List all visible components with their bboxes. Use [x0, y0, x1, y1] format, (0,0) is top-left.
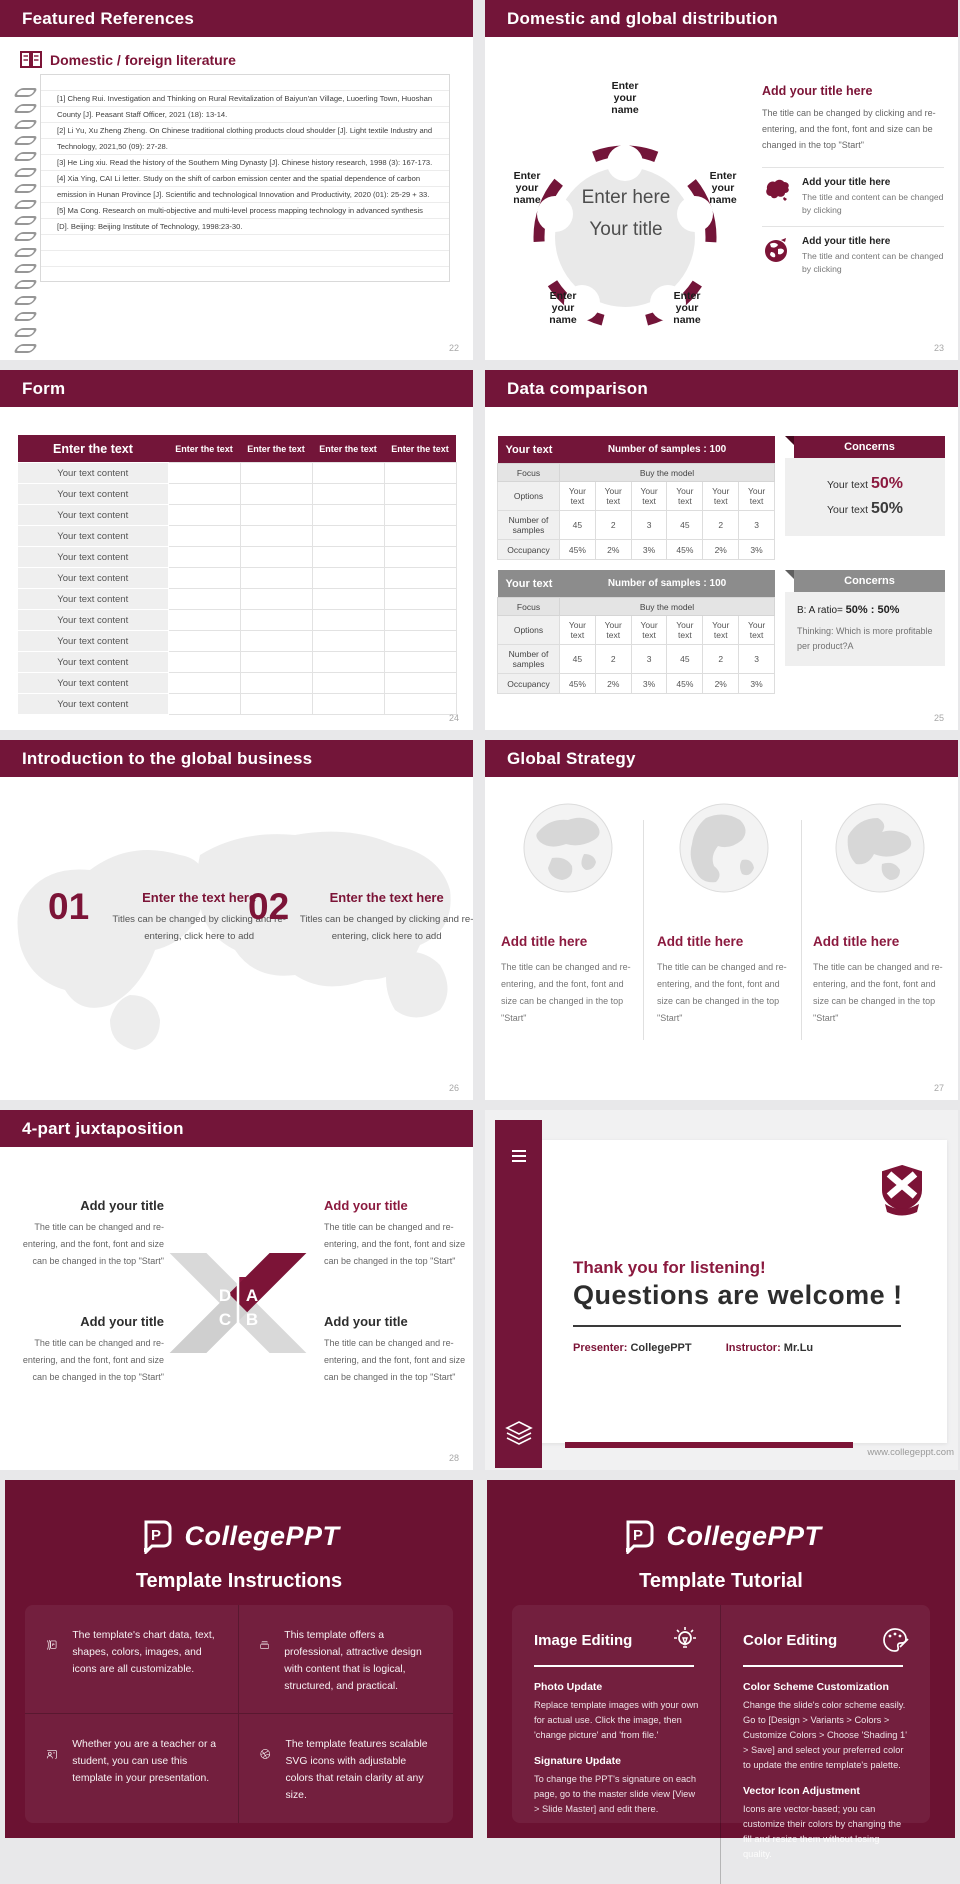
occupancy-cell: 3% — [631, 540, 667, 560]
reference-item: [2] Li Yu, Xu Zheng Zheng. On Chinese traditional clothing products cloud shoulder [J]. Light textile Industry and Technology, 2021,50 (09): 27-28. — [57, 126, 433, 151]
footer-panel-title: Template Tutorial — [639, 1570, 803, 1592]
numbered-item — [248, 888, 473, 945]
thinking-text: Thinking: Which is more profitable per product?A — [797, 626, 933, 651]
block-title: Add your title — [324, 1198, 408, 1213]
row-label: Number of samples — [498, 645, 560, 674]
circle-node-label: Enter your name — [549, 290, 577, 326]
slide-form — [0, 370, 473, 730]
block-title: Add your title — [80, 1314, 164, 1329]
options-row — [498, 482, 775, 511]
model-cell: Buy the model — [560, 464, 775, 482]
focus-cell: Focus — [498, 464, 560, 482]
instructor-label: Instructor: — [725, 1342, 784, 1354]
strategy-column — [807, 802, 952, 1027]
circle-node-label: Enter your name — [611, 80, 639, 116]
table-row — [18, 694, 456, 715]
list-item — [762, 226, 944, 285]
slide-featured-references — [0, 0, 473, 360]
slide-title-bar — [485, 370, 958, 407]
slide-global-strategy — [485, 740, 958, 1100]
form-table — [18, 435, 457, 715]
globe-map-icon — [762, 236, 792, 269]
concerns-header — [794, 570, 945, 592]
open-book-icon — [20, 51, 42, 68]
item-title: Add your title here — [802, 236, 891, 247]
table-cell: Your text content — [18, 673, 168, 694]
svg-text:P: P — [52, 1643, 55, 1648]
circle-center-line2: Your title — [589, 219, 663, 240]
tutorial-subtitle: Signature Update — [534, 1755, 621, 1767]
column-body: The title can be changed and re-entering, and the font, font and size can be changed in the top "Start" — [657, 962, 787, 1023]
block-body: The title can be changed and re-entering, and the font, font and size can be changed in the top "Start" — [22, 1338, 164, 1382]
column-header: Enter the text — [168, 435, 240, 463]
ratio-line — [797, 604, 933, 616]
slide-title: Global Strategy — [507, 748, 636, 768]
model-cell: Buy the model — [560, 598, 775, 616]
option-cell: Your text — [560, 616, 596, 645]
concerns-title: Concerns — [844, 575, 895, 587]
count-cell: 3 — [739, 511, 775, 540]
column-header: Enter the text — [240, 435, 312, 463]
stack-box-icon — [259, 1627, 270, 1663]
section-title: Color Editing — [743, 1631, 838, 1649]
table-header-row — [498, 436, 775, 464]
template-instructions-panel — [5, 1480, 473, 1838]
circle-center-text — [531, 182, 721, 246]
block-title: Add your title — [324, 1314, 408, 1329]
block-body: The title can be changed and re-entering, and the font, font and size can be changed in the top "Start" — [324, 1222, 466, 1266]
focus-cell: Focus — [498, 598, 560, 616]
table-row — [18, 652, 456, 673]
concern-value: 50% — [870, 500, 903, 517]
occupancy-cell: 3% — [739, 674, 775, 694]
count-cell: 2 — [595, 511, 631, 540]
tutorial-subtitle: Photo Update — [534, 1681, 603, 1693]
distribution-text-column — [762, 84, 944, 285]
layers-icon — [505, 1420, 533, 1446]
tutorial-body: To change the PPT's signature on each page, go to the master slide view [View > Slide Master] and edit there. — [534, 1774, 696, 1814]
school-crest-icon — [879, 1164, 925, 1216]
circle-node-label: Enter your name — [513, 170, 541, 206]
divider — [573, 1325, 901, 1327]
option-cell: Your text — [739, 482, 775, 511]
thank-you-card — [523, 1140, 947, 1443]
option-cell: Your text — [739, 616, 775, 645]
table-cell: Your text content — [18, 568, 168, 589]
x-ribbon-diagram — [163, 1253, 313, 1353]
option-cell: Your text — [703, 482, 739, 511]
column-body: The title can be changed and re-entering, and the font, font and size can be changed in the top "Start" — [501, 962, 631, 1023]
circle-node-label: Enter your name — [673, 290, 701, 326]
pages-icon — [45, 1627, 58, 1663]
column-title: Add title here — [501, 934, 588, 949]
footer-panel-title: Template Instructions — [135, 1570, 343, 1592]
lightbulb-icon — [670, 1625, 700, 1655]
table-row — [18, 505, 456, 526]
table-cell: Your text content — [18, 589, 168, 610]
website-link[interactable]: www.collegeppt.com — [867, 1447, 954, 1458]
option-cell: Your text — [595, 482, 631, 511]
palette-icon — [880, 1625, 910, 1655]
section-heading-text: Domestic / foreign literature — [50, 51, 236, 68]
thank-you-line2: Questions are welcome ! — [573, 1280, 903, 1310]
table-cell: Your text content — [18, 631, 168, 652]
slide-thank-you — [485, 1110, 958, 1470]
option-cell: Your text — [631, 482, 667, 511]
item-body: Titles can be changed by clicking and re-entering, click here to add — [112, 914, 286, 942]
tutorial-section — [512, 1605, 721, 1884]
tutorial-subtitle: Color Scheme Customization — [743, 1681, 889, 1693]
thank-you-line1: Thank you for listening! — [573, 1258, 766, 1277]
instruction-text: The template features scalable SVG icons with adjustable colors that retain clarity at any size. — [285, 1739, 428, 1801]
circle-center-line1: Enter here — [581, 187, 671, 208]
table-label: Your text — [498, 436, 560, 464]
strategy-column — [495, 802, 640, 1027]
concerns-title: Concerns — [844, 441, 895, 453]
occupancy-cell: 2% — [595, 674, 631, 694]
slide-title-bar — [485, 0, 958, 37]
section-title: Image Editing — [534, 1631, 633, 1649]
comparison-table-1 — [497, 436, 775, 560]
instruction-text: This template offers a professional, attractive design with content that is logical, structured, and practical. — [284, 1630, 422, 1692]
item-body: The title and content can be changed by clicking — [802, 192, 944, 215]
globe-icon — [834, 802, 926, 894]
instruction-item — [25, 1605, 239, 1714]
letter-b: B — [245, 1310, 259, 1329]
ribbon-fold — [785, 436, 794, 445]
brand-row — [5, 1518, 473, 1554]
samples-header: Number of samples : 100 — [560, 570, 775, 598]
count-cell: 2 — [703, 511, 739, 540]
slide-title: Domestic and global distribution — [507, 8, 778, 28]
item-number: 01 — [48, 886, 90, 927]
column-title: Add title here — [813, 934, 900, 949]
count-cell: 45 — [560, 511, 596, 540]
underline — [534, 1665, 694, 1667]
template-tutorial-panel — [487, 1480, 955, 1859]
table-header-row — [18, 435, 456, 463]
table-cell: Your text content — [18, 463, 168, 484]
letter-c: C — [218, 1310, 232, 1329]
occupancy-cell: 2% — [703, 540, 739, 560]
count-cell: 3 — [739, 645, 775, 674]
concern-line — [795, 472, 935, 497]
item-body: Titles can be changed by clicking and re-entering, click here to add — [299, 914, 473, 942]
table-row — [18, 463, 456, 484]
table-cell: Your text content — [18, 610, 168, 631]
occupancy-cell: 45% — [560, 540, 596, 560]
block-body: The title can be changed and re-entering, and the font, font and size can be changed in the top "Start" — [22, 1222, 164, 1266]
slide-title: 4-part juxtaposition — [22, 1118, 184, 1138]
table-cell: Your text content — [18, 484, 168, 505]
credits-line — [573, 1342, 813, 1354]
page-number: 24 — [448, 713, 459, 723]
concern-label: Your text — [826, 504, 871, 516]
column-body: The title can be changed and re-entering, and the font, font and size can be changed in the top "Start" — [813, 962, 943, 1023]
table-cell: Your text content — [18, 505, 168, 526]
concerns-body — [785, 592, 945, 666]
brand-name: CollegePPT — [184, 1520, 340, 1551]
count-cell: 45 — [667, 645, 703, 674]
table-subheader-row — [498, 598, 775, 616]
samples-header: Number of samples : 100 — [560, 436, 775, 464]
item-number: 02 — [248, 886, 290, 927]
slide-title: Featured References — [22, 8, 194, 28]
jux-block-top-right — [324, 1198, 473, 1270]
comparison-table-2 — [497, 570, 775, 694]
presenter-label: Presenter: — [573, 1342, 631, 1354]
teacher-card-icon — [45, 1736, 58, 1772]
vector-ball-icon — [259, 1736, 271, 1772]
page-number: 26 — [448, 1083, 459, 1093]
count-cell: 2 — [703, 645, 739, 674]
reference-item: [5] Ma Cong. Research on multi-objective and multi-level process mapping technology in advanced synthesis [D]. Beijing: Beijing Institute of Technology, 1998:23-30. — [57, 206, 423, 231]
row-label: Number of samples — [498, 511, 560, 540]
globe-icon — [678, 802, 770, 894]
table-row — [18, 631, 456, 652]
table-row — [18, 484, 456, 505]
occupancy-cell: 45% — [667, 540, 703, 560]
option-cell: Your text — [595, 616, 631, 645]
spiral-binding — [16, 88, 35, 353]
column-header: Enter the text — [312, 435, 384, 463]
occupancy-cell: 45% — [667, 674, 703, 694]
concerns-panel-1 — [785, 436, 945, 536]
count-cell: 3 — [631, 645, 667, 674]
table-row — [18, 526, 456, 547]
collegeppt-logo-icon — [620, 1518, 656, 1554]
option-cell: Your text — [703, 616, 739, 645]
instruction-text: The template's chart data, text, shapes, colors, images, and icons are all customizable. — [72, 1630, 215, 1675]
occupancy-cell: 3% — [631, 674, 667, 694]
block-body: The title can be changed and re-entering, and the font, font and size can be changed in the top "Start" — [324, 1338, 466, 1382]
concern-label: Your text — [826, 479, 871, 491]
concerns-body — [785, 458, 945, 536]
row-label: Options — [498, 616, 560, 645]
tutorial-card — [512, 1605, 930, 1859]
table-row — [18, 568, 456, 589]
row-label: Occupancy — [498, 674, 560, 694]
block-body: The title can be changed by clicking and re-entering, and the font, font and size can be changed in the top "Start" — [762, 108, 936, 150]
instructor-name: Mr.Lu — [783, 1342, 814, 1354]
table-header-row — [498, 570, 775, 598]
concern-value: 50% — [870, 475, 903, 492]
page-number: 27 — [933, 1083, 944, 1093]
tutorial-body: Icons are vector-based; you can customize their colors by changing the fill and resize them without losing quality. — [743, 1804, 902, 1859]
option-cell: Your text — [667, 482, 703, 511]
column-divider — [643, 820, 644, 1040]
china-map-icon — [762, 177, 792, 208]
letter-d: D — [218, 1286, 232, 1305]
column-title: Add title here — [657, 934, 744, 949]
occupancy-cell: 2% — [703, 674, 739, 694]
concerns-panel-2 — [785, 570, 945, 666]
slide-title-bar — [0, 370, 473, 407]
occupancy-cell: 2% — [595, 540, 631, 560]
slide-title: Form — [22, 378, 66, 398]
block-title: Add your title here — [762, 84, 873, 98]
instruction-item — [25, 1714, 239, 1823]
svg-text:P: P — [633, 1527, 644, 1544]
item-body: The title and content can be changed by clicking — [802, 251, 944, 274]
column-header: Enter the text — [18, 435, 168, 463]
option-cell: Your text — [631, 616, 667, 645]
tutorial-body: Change the slide's color scheme easily. Go to [Design > Variants > Colors > Customize Colors > Choose 'Shading 1' > Save] and select your preferred color to update the entire template's palette. — [743, 1700, 908, 1770]
list-item — [762, 167, 944, 226]
table-row — [18, 589, 456, 610]
table-row — [18, 673, 456, 694]
item-title: Enter the text here — [329, 890, 444, 905]
item-title: Enter the text here — [142, 890, 257, 905]
reference-item: [4] Xia Ying, CAI Li letter. Study on the shift of carbon emission center and the spatial dependence of carbon emission in Hunan Province [J]. Scientific and technological Innovation and Productivity, 2020 (01): 25-29 + 33. — [57, 174, 430, 199]
underline — [743, 1665, 903, 1667]
reference-item: [1] Cheng Rui. Investigation and Thinking on Rural Revitalization of Baiyun'an Village, Luoerling Town, Huoshan County [J]. Peasant Staff Officer, 2021 (18): 13-14. — [57, 94, 433, 119]
letter-a: A — [245, 1286, 259, 1305]
tutorial-body: Replace template images with your own for actual use. Click the image, then 'change picture' and 'from file.' — [534, 1700, 699, 1740]
table-row — [18, 547, 456, 568]
count-cell: 45 — [667, 511, 703, 540]
slide-title-bar — [0, 740, 473, 777]
counts-row — [498, 511, 775, 540]
brand-row — [487, 1518, 955, 1554]
options-row — [498, 616, 775, 645]
counts-row — [498, 645, 775, 674]
jux-block-bottom-right — [324, 1314, 473, 1386]
ratio-value: 50% : 50% — [845, 604, 900, 616]
presenter-name: CollegePPT — [630, 1342, 692, 1354]
section-heading — [20, 51, 236, 68]
page-number: 28 — [448, 1453, 459, 1463]
ribbon-fold — [785, 570, 794, 579]
strategy-column — [651, 802, 796, 1027]
page-number: 22 — [448, 343, 459, 353]
table-cell: Your text content — [18, 526, 168, 547]
brand-name: CollegePPT — [666, 1520, 822, 1551]
table-row — [18, 610, 456, 631]
count-cell: 2 — [595, 645, 631, 674]
references-panel — [40, 74, 450, 282]
slide-title: Data comparison — [507, 378, 648, 398]
tutorial-section — [721, 1605, 930, 1884]
globe-icon — [522, 802, 614, 894]
row-label: Options — [498, 482, 560, 511]
item-title: Add your title here — [802, 177, 891, 188]
slide-data-comparison — [485, 370, 958, 730]
collegeppt-logo-icon — [138, 1518, 174, 1554]
circle-node-label: Enter your name — [709, 170, 737, 206]
option-cell: Your text — [560, 482, 596, 511]
accent-bar — [565, 1442, 853, 1448]
column-divider — [801, 820, 802, 1040]
instruction-item — [239, 1714, 453, 1823]
sidebar — [495, 1120, 542, 1468]
column-header: Enter the text — [384, 435, 456, 463]
table-cell: Your text content — [18, 652, 168, 673]
slide-global-business — [0, 740, 473, 1100]
jux-block-bottom-left — [14, 1314, 164, 1386]
table-cell: Your text content — [18, 694, 168, 715]
slide-title-bar — [485, 740, 958, 777]
ratio-label: B: A ratio= — [797, 605, 846, 616]
page-number: 25 — [933, 713, 944, 723]
concern-line — [795, 497, 935, 522]
count-cell: 45 — [560, 645, 596, 674]
table-subheader-row — [498, 464, 775, 482]
reference-item: [3] He Ling xiu. Read the history of the Southern Ming Dynasty [J]. Chinese history research, 1998 (3): 167-173. — [57, 158, 433, 167]
slide-title: Introduction to the global business — [22, 748, 313, 768]
circle-diagram — [493, 42, 758, 342]
occupancy-cell: 3% — [739, 540, 775, 560]
table-cell: Your text content — [18, 547, 168, 568]
slide-title-bar — [0, 1110, 473, 1147]
occupancy-cell: 45% — [560, 674, 596, 694]
block-title: Add your title — [80, 1198, 164, 1213]
svg-text:P: P — [151, 1527, 162, 1544]
instruction-text: Whether you are a teacher or a student, you can use this template in your presentation. — [72, 1739, 217, 1784]
concerns-header — [794, 436, 945, 458]
jux-block-top-left — [14, 1198, 164, 1270]
option-cell: Your text — [667, 616, 703, 645]
tutorial-subtitle: Vector Icon Adjustment — [743, 1785, 860, 1797]
row-label: Occupancy — [498, 540, 560, 560]
occupancy-row — [498, 674, 775, 694]
slide-domestic-global-distribution — [485, 0, 958, 360]
instruction-item — [239, 1605, 453, 1714]
table-label: Your text — [498, 570, 560, 598]
occupancy-row — [498, 540, 775, 560]
slide-4-part-juxtaposition — [0, 1110, 473, 1470]
slide-title-bar — [0, 0, 473, 37]
menu-icon — [512, 1150, 526, 1165]
instructions-card — [25, 1605, 453, 1823]
page-number: 23 — [933, 343, 944, 353]
count-cell: 3 — [631, 511, 667, 540]
